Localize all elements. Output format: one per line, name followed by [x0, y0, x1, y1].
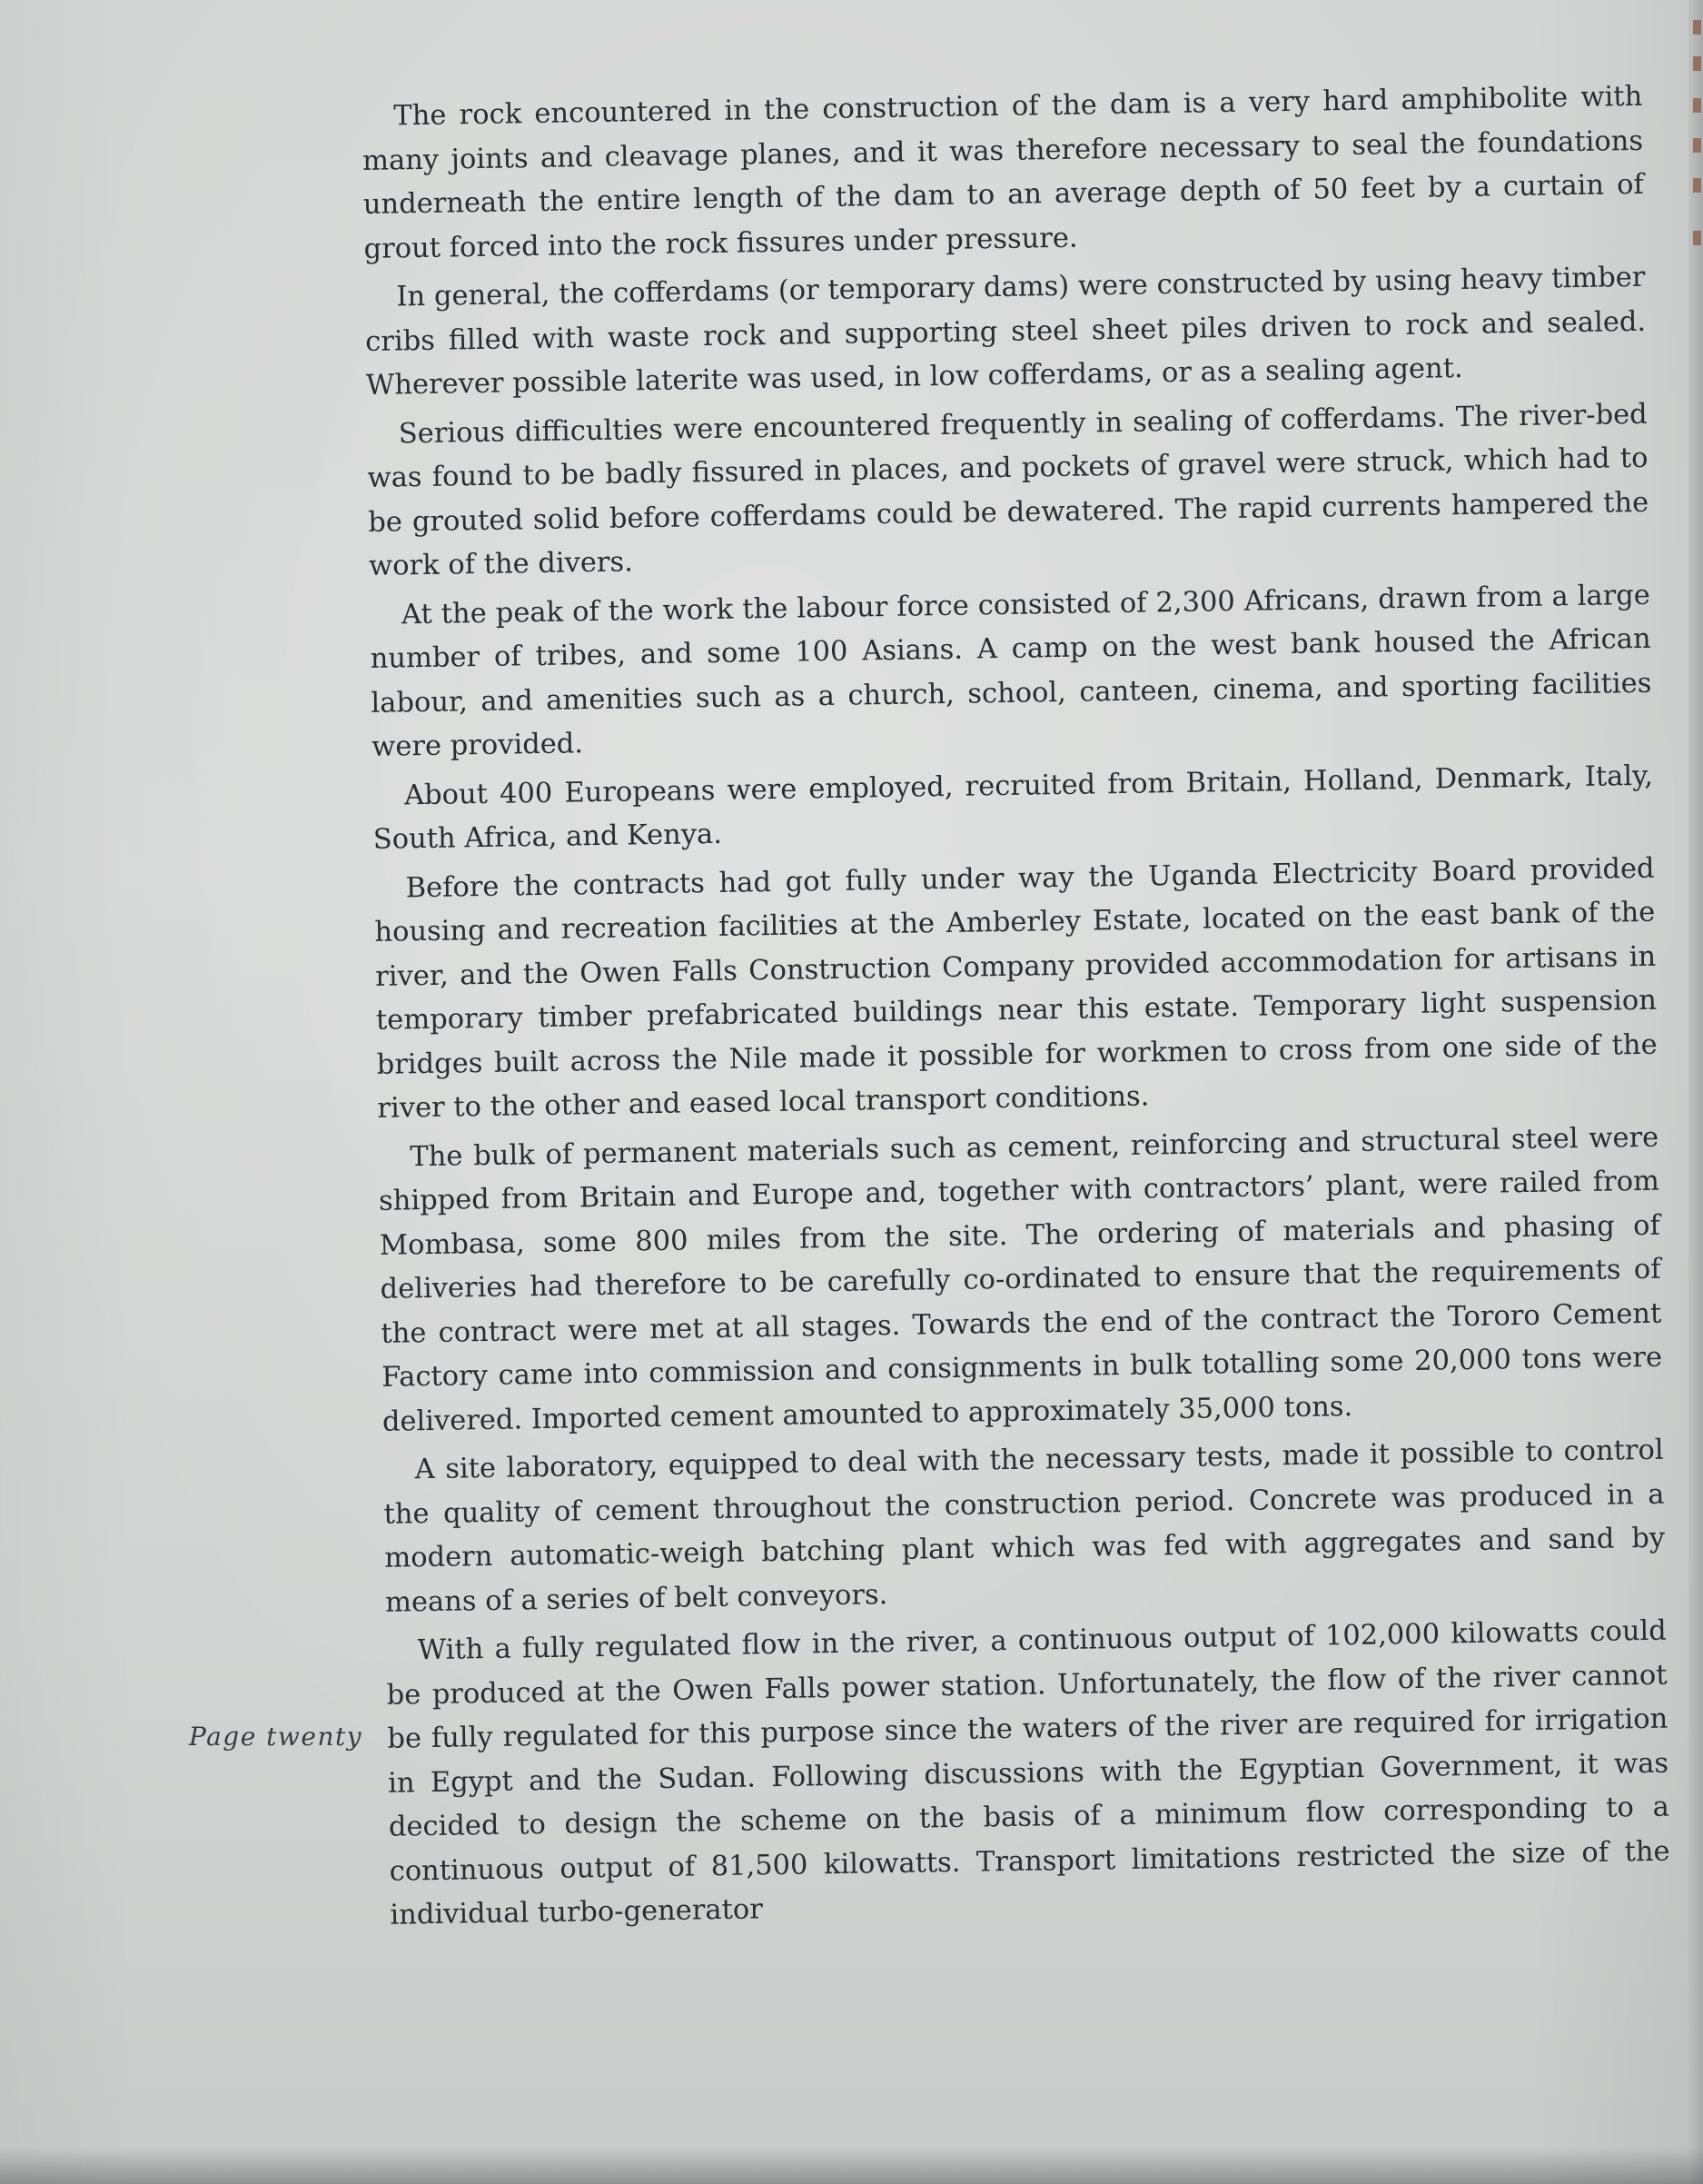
- paragraph-3: Serious difficulties were encountered frequently in sealing of cofferdams. The river-bed was found to be badly fissured in places, and pockets of gravel were struck, which had to be grouted solid before cofferdams could be dewatered. The rapid currents hampered the work of the divers.: [367, 398, 1649, 582]
- edge-mark: [1693, 56, 1701, 71]
- page-edge: [1688, 0, 1703, 2184]
- edge-mark: [1693, 178, 1701, 193]
- paragraph-8: A site laboratory, equipped to deal with the necessary tests, made it possible to control the quality of cement throughout the construction period. Concrete was produced in a modern automatic-weigh batching plant which was fed with aggregates and sand by means of a series of belt conveyors.: [383, 1434, 1666, 1619]
- body-text: [361, 75, 1671, 1942]
- paragraph-2: In general, the cofferdams (or temporary dams) were constructed by using heavy timber cribs filled with waste rock and supporting steel sheet piles driven to rock and sealed. Wherever possible laterite was used, in low cofferdams, or as a sealing agent.: [364, 261, 1647, 402]
- paragraph-6: Before the contracts had got fully under way the Uganda Electricity Board provided housing and recreation facilities at the Amberley Estate, located on the east bank of the river, and the Owen Falls Construction Company provided accommodation for artisans in temporary timber prefabricated buildings near this estate. Temporary light suspension bridges built across the Nile made it possible for workmen to cross from one side of the river to the other and eased local transport conditions.: [374, 852, 1658, 1125]
- edge-mark: [1693, 231, 1701, 245]
- edge-mark: [1693, 98, 1701, 113]
- paragraph-9: With a fully regulated flow in the river, a continuous output of 102,000 kilowatts could be produced at the Owen Falls power station. Unfortunately, the flow of the river cannot be fully regulated for this purpose since the waters of the river are required for irrigation in Egypt and the Sudan. Following discussions with the Egyptian Government, it was decided to design the scheme on the basis of a minimum flow corresponding to a continuous output of 81,500 kilowatts. Transport limitations restricted the size of the individual turbo-generator: [386, 1614, 1670, 1931]
- paragraph-4: At the peak of the work the labour force consisted of 2,300 Africans, drawn from a large number of tribes, and some 100 Asians. A camp on the west bank housed the African labour, and amenities such as a church, school, canteen, cinema, and sporting facilities were provided.: [370, 579, 1652, 763]
- paragraph-1: The rock encountered in the construction of the dam is a very hard amphibolite with many joints and cleavage planes, and it was therefore necessary to seal the foundations underneath the entire length of the dam to an average depth of 50 feet by a curtain of grout forced into the rock fissures under pressure.: [361, 80, 1644, 265]
- edge-mark: [1693, 20, 1701, 35]
- edge-mark: [1693, 138, 1701, 153]
- page-number: Page twenty: [189, 1722, 363, 1752]
- bottom-shadow: [0, 2148, 1703, 2184]
- paragraph-5: About 400 Europeans were employed, recruited from Britain, Holland, Denmark, Italy, South Africa, and Kenya.: [372, 759, 1654, 856]
- paragraph-7: The bulk of permanent materials such as cement, reinforcing and structural steel were shipped from Britain and Europe and, together with contractors’ plant, were railed from Mombasa, some 800 miles from the site. The ordering of materials and phasing of deliveries had therefore to be carefully co-ordinated to ensure that the requirements of the contract were met at all stages. Towards the end of the contract the Tororo Cement Factory came into commission and consignments in bulk totalling some 20,000 tons were delivered. Imported cement amounted to approximately 35,000 tons.: [378, 1121, 1663, 1438]
